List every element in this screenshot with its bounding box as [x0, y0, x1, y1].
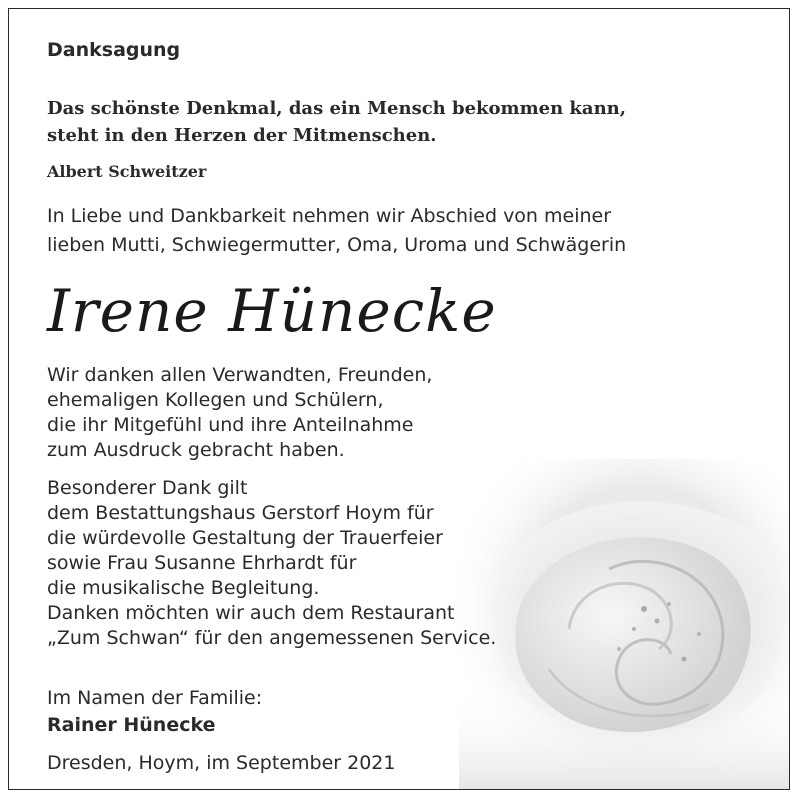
intro-line: In Liebe und Dankbarkeit nehmen wir Abschied von meiner [47, 205, 612, 227]
thanks-line: die musikalische Begleitung. [47, 577, 320, 599]
thanks-line: die ihr Mitgefühl und ihre Anteilnahme [47, 414, 414, 436]
thanks-line: Danken möchten wir auch dem Restaurant [47, 602, 455, 624]
signoff [47, 685, 262, 739]
deceased-name: Irene Hünecke [47, 277, 497, 345]
rose-icon [459, 459, 789, 789]
signoff-prefix: Im Namen der Familie: [47, 687, 263, 709]
quote [47, 95, 626, 149]
obituary-notice [8, 8, 790, 790]
thanks-line: Wir danken allen Verwandten, Freunden, [47, 364, 433, 386]
heading: Danksagung [47, 39, 181, 61]
thanks-line: Besonderer Dank gilt [47, 477, 248, 499]
thanks-paragraph-1 [47, 363, 432, 463]
signer-name: Rainer Hünecke [47, 714, 216, 736]
place-date: Dresden, Hoym, im September 2021 [47, 752, 396, 774]
quote-author: Albert Schweitzer [47, 162, 207, 181]
quote-line: Das schönste Denkmal, das ein Mensch bekommen kann, [47, 98, 627, 119]
intro-text [47, 202, 626, 260]
quote-line: steht in den Herzen der Mitmenschen. [47, 125, 437, 146]
intro-line: lieben Mutti, Schwiegermutter, Oma, Uroma und Schwägerin [47, 234, 627, 256]
thanks-line: ehemaligen Kollegen und Schülern, [47, 389, 384, 411]
thanks-line: „Zum Schwan“ für den angemessenen Service. [47, 627, 497, 649]
thanks-line: zum Ausdruck gebracht haben. [47, 439, 345, 461]
thanks-paragraph-2 [47, 476, 496, 651]
thanks-line: dem Bestattungshaus Gerstorf Hoym für [47, 502, 434, 524]
thanks-line: sowie Frau Susanne Ehrhardt für [47, 552, 357, 574]
thanks-line: die würdevolle Gestaltung der Trauerfeier [47, 527, 443, 549]
